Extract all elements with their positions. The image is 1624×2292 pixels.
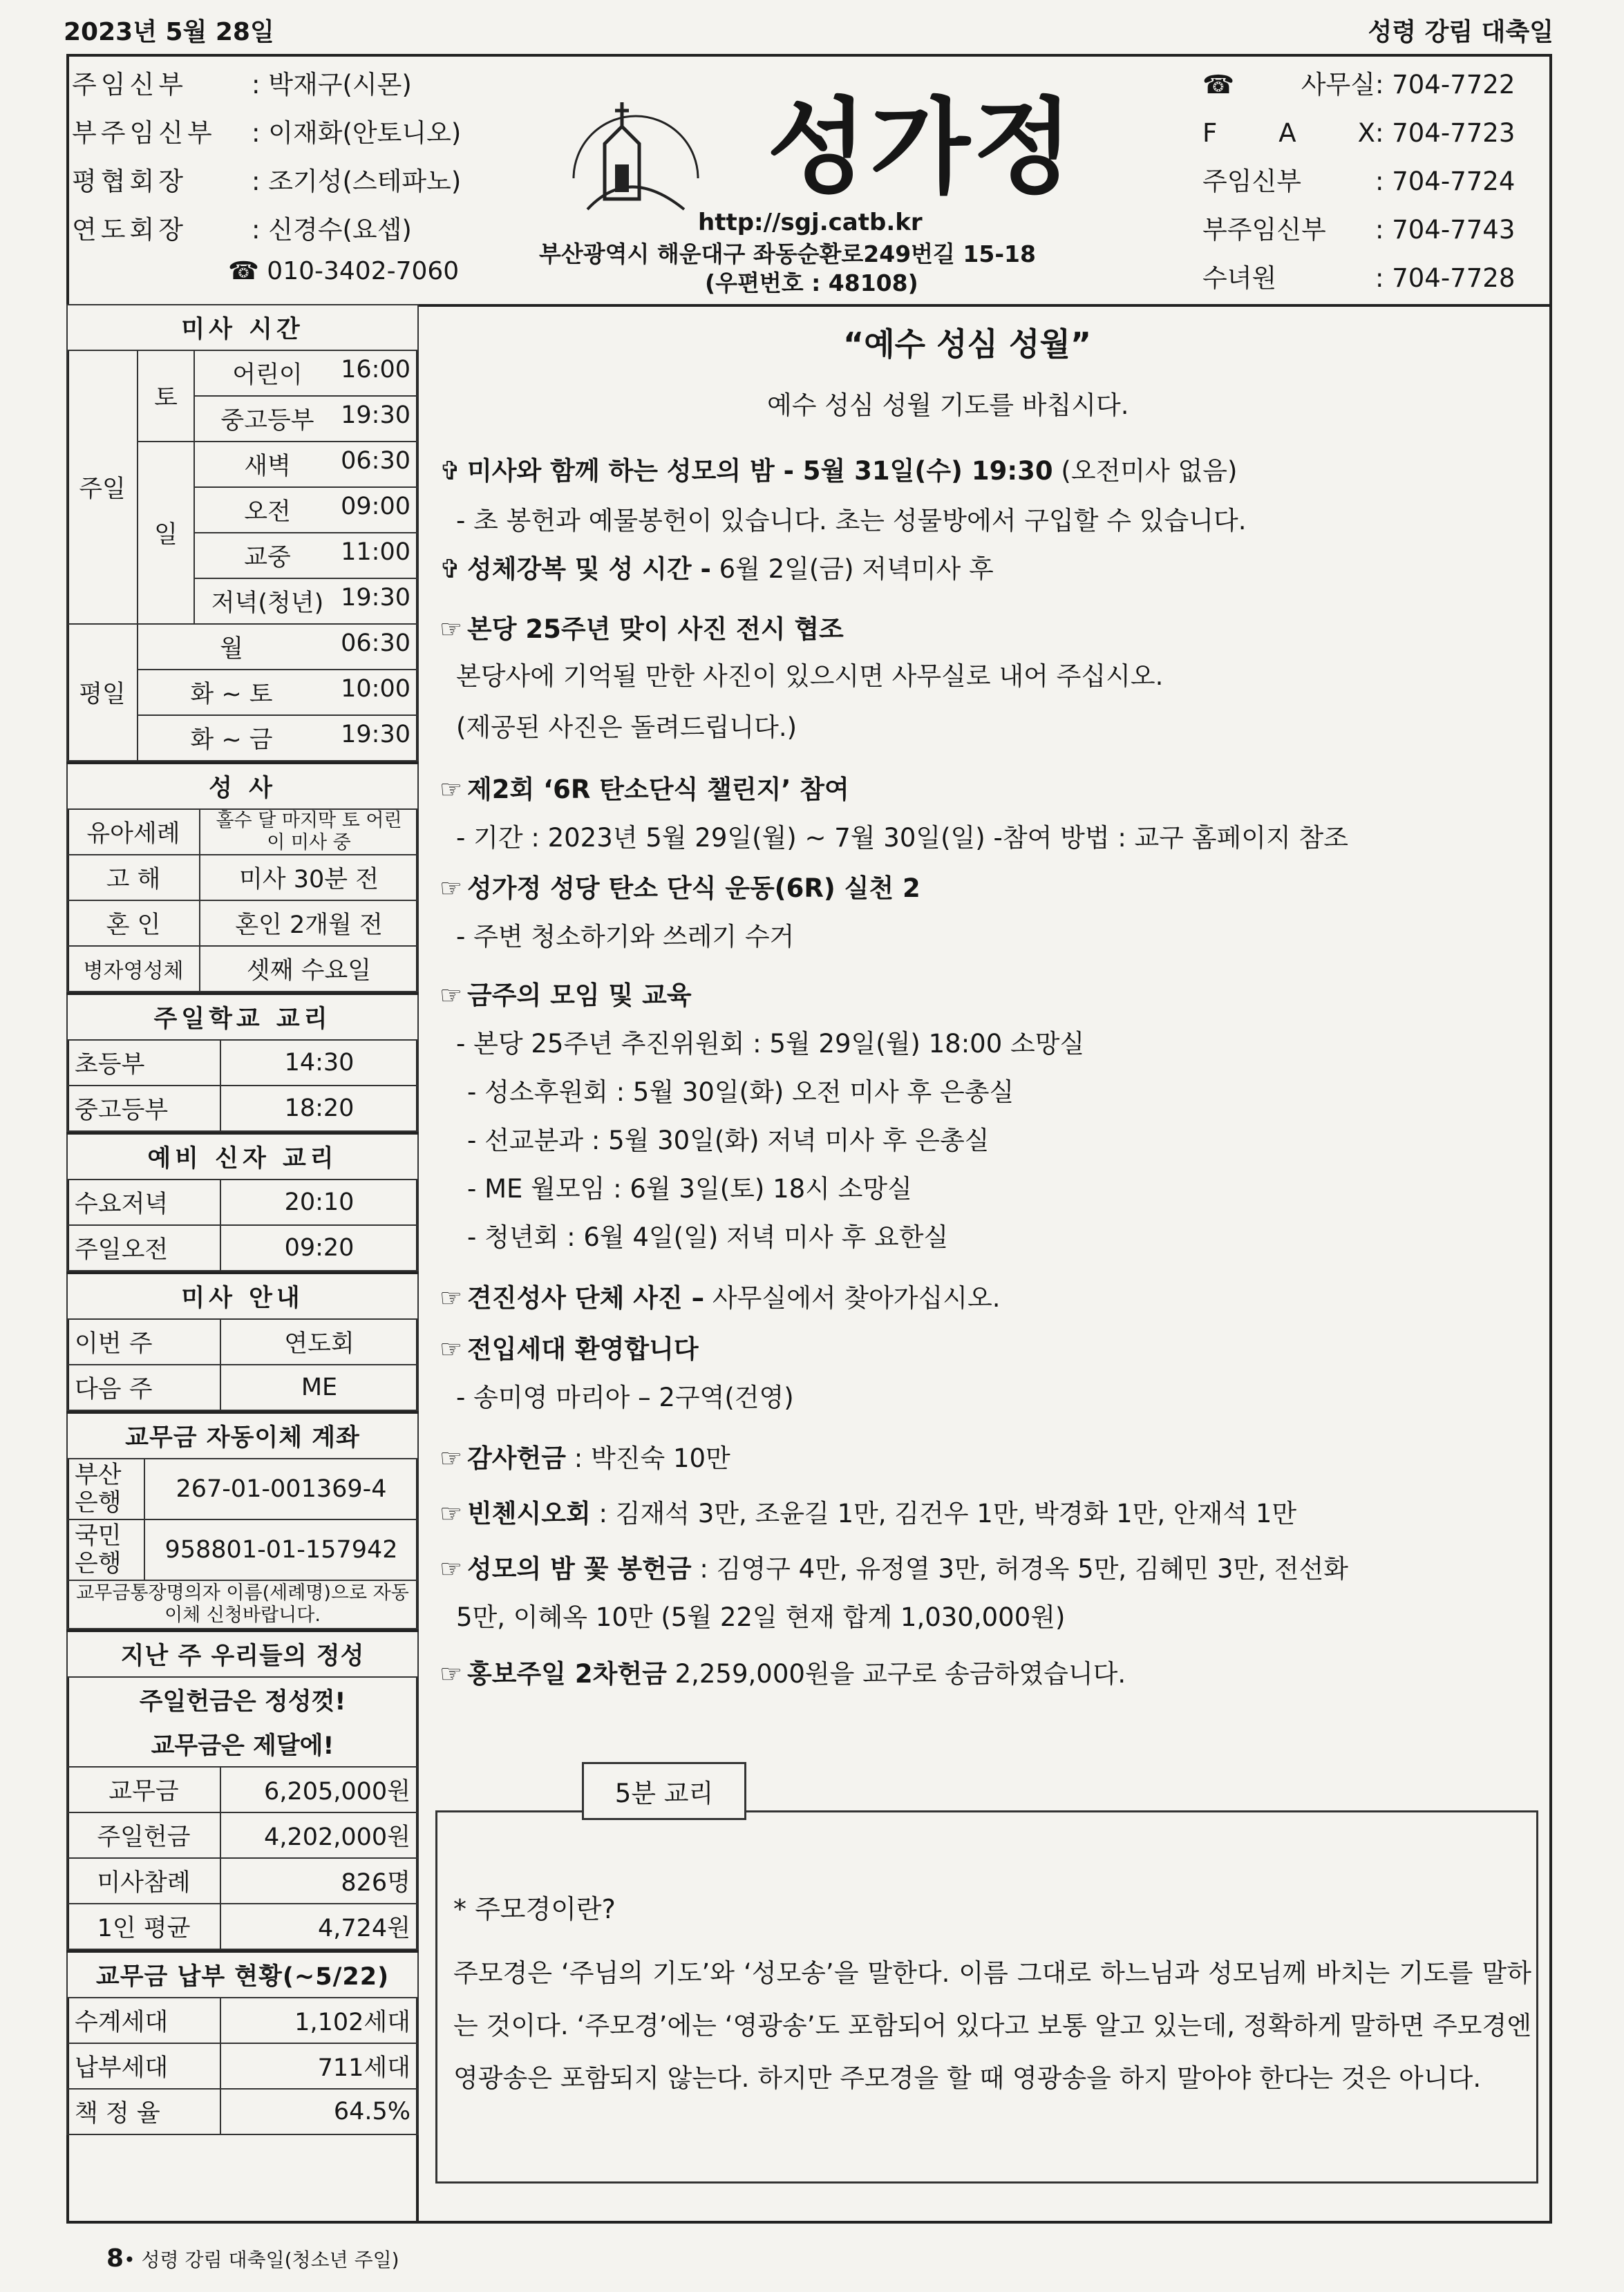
offering-label: 미사참례: [67, 1858, 220, 1904]
class-time: 18:20: [220, 1086, 418, 1131]
offering-value: 6,205,000원: [220, 1767, 418, 1812]
bullet-icon: ☞: [440, 1499, 463, 1528]
parish-url[interactable]: http://sgj.catb.kr: [698, 209, 923, 236]
parish-zip: (우편번호 : 48108): [705, 269, 918, 296]
class-name: 중고등부: [67, 1086, 220, 1131]
notice-heading: 홍보주일 2차헌금: [467, 1659, 667, 1689]
notice-detail: : 박진숙 10만: [565, 1443, 730, 1473]
sunday-school-title: 주일학교 교리: [67, 994, 418, 1040]
sun-row-4: 저녁(청년) 19:30: [194, 578, 418, 624]
notice-subitem: 본당사에 기억될 만한 사진이 있으시면 사무실로 내어 주십시오.: [456, 661, 1164, 691]
offering-title: 지난 주 우리들의 정성: [67, 1631, 418, 1677]
notice-subitem: - 송미영 마리아 – 2구역(건영): [456, 1383, 794, 1412]
notice-item: [440, 867, 920, 905]
autopay-table: [66, 1411, 419, 1629]
sat-row-1: 어린이 16:00: [194, 350, 418, 396]
notice-detail: : 김재석 3만, 조윤길 1만, 김건우 1만, 박경화 1만, 안재석 1만: [590, 1499, 1297, 1528]
bullet-icon: ☞: [440, 1443, 463, 1473]
footer-text: • 성령 강림 대축일(청소년 주일): [124, 2248, 399, 2271]
notice-subitem: - 본당 25주년 추진위원회 : 5월 29일(월) 18:00 소망실: [456, 1029, 1085, 1059]
notice-heading: 금주의 모임 및 교육: [467, 981, 692, 1010]
guide-week: 다음 주: [67, 1365, 220, 1410]
notice-heading: 성체강복 및 성 시간 -: [467, 554, 711, 584]
intro-text: 예수 성심 성월 기도를 바칩시다.: [767, 390, 1129, 420]
guide-group: ME: [220, 1365, 418, 1410]
notice-subitem: - 성소후원회 : 5월 30일(화) 오전 미사 후 은총실: [467, 1077, 1014, 1107]
notice-heading: 견진성사 단체 사진 –: [467, 1283, 705, 1313]
guide-group: 연도회: [220, 1319, 418, 1365]
class-time: 09:20: [220, 1225, 418, 1271]
bullet-icon: ☞: [440, 1554, 463, 1584]
notice-subitem: (제공된 사진은 돌려드립니다.): [456, 712, 797, 742]
notice-heading: 성가정 성당 탄소 단식 운동(6R) 실천 2: [467, 873, 920, 903]
sacrament-time: 혼인 2개월 전: [200, 900, 418, 946]
day-label: 일: [138, 442, 194, 624]
staff-role: 평협회장: [72, 167, 187, 196]
bullet-icon: ☞: [440, 873, 463, 903]
staff-role: 연도회장: [72, 215, 187, 245]
sacrament-time: 미사 30분 전: [200, 855, 418, 900]
notice-subitem: - 주변 청소하기와 쓰레기 수거: [456, 922, 795, 951]
catechumen-title: 예비 신자 교리: [67, 1133, 418, 1180]
class-name: 주일오전: [67, 1225, 220, 1271]
staff-name: : 신경수(요셉): [252, 215, 412, 245]
contact-row: [1202, 206, 1515, 254]
notice-heading: 미사와 함께 하는 성모의 밤 - 5월 31일(수) 19:30: [467, 456, 1053, 486]
bullet-icon: ☞: [440, 1659, 463, 1689]
sun-row-3: 교중 11:00: [194, 533, 418, 578]
contact-label: 주임신부: [1202, 167, 1301, 196]
sun-row-1: 새벽 06:30: [194, 442, 418, 487]
parish-address: 부산광역시 해운대구 좌동순환로249번길 15-18: [539, 240, 1036, 267]
mass-time-title: 미사 시간: [67, 305, 418, 350]
sunday-label: 주일: [67, 350, 138, 624]
dues-value: 1,102세대: [220, 1998, 418, 2043]
sacrament-name: 유아세례: [67, 809, 200, 855]
notice-heading: 본당 25주년 맞이 사진 전시 협조: [467, 614, 844, 644]
contact-row: [1202, 109, 1515, 158]
notice-heading: 전입세대 환영합니다: [467, 1334, 699, 1364]
guide-week: 이번 주: [67, 1319, 220, 1365]
sacraments-table: [66, 761, 419, 992]
notice-item: [440, 1493, 1296, 1530]
sidebar: [66, 304, 419, 2224]
class-time: 20:10: [220, 1180, 418, 1225]
notice-detail: 사무실에서 찾아가십시오.: [704, 1283, 1001, 1313]
bullet-icon: ☞: [440, 614, 463, 644]
notice-item: [440, 768, 849, 806]
page-title: “예수 성심 성월”: [843, 325, 1092, 363]
catechism-title: 5분 교리: [582, 1762, 746, 1820]
catechism-question: * 주모경이란?: [453, 1894, 616, 1924]
feast-name: 성령 강림 대축일: [1368, 18, 1554, 46]
notice-heading: 감사헌금: [467, 1443, 566, 1473]
parish-phone: ☎ 010-3402-7060: [228, 257, 460, 285]
class-name: 수요저녁: [67, 1180, 220, 1225]
notice-item: [440, 1653, 1126, 1690]
contact-number: : 704-7728: [1375, 263, 1516, 293]
bullet-icon: ✞: [440, 456, 462, 486]
notice-detail: 6월 2일(금) 저녁미사 후: [710, 554, 994, 584]
sacrament-name: 고 해: [67, 855, 200, 900]
contact-row: [1202, 61, 1515, 109]
staff-row: [72, 158, 461, 206]
bank-name: 부산 은행: [67, 1459, 144, 1519]
weekday-row-2: 화 ~ 토 10:00: [138, 670, 418, 715]
bank-name: 국민 은행: [67, 1519, 144, 1580]
contact-label: ☎ 사무실: [1202, 70, 1375, 100]
dues-value: 64.5%: [220, 2089, 418, 2134]
notice-detail: : 김영구 4만, 유정열 3만, 허경옥 5만, 김혜민 3만, 전선화: [691, 1554, 1348, 1584]
notice-subitem: - 선교분과 : 5월 30일(화) 저녁 미사 후 은총실: [467, 1126, 990, 1155]
notice-item: [440, 1548, 1348, 1585]
offering-value: 4,202,000원: [220, 1812, 418, 1858]
offering-label: 교무금: [67, 1767, 220, 1812]
dues-label: 수계세대: [67, 1998, 220, 2043]
notice-item: [440, 450, 1237, 487]
offering-table: [66, 1629, 419, 1950]
mass-guide-table: [66, 1271, 419, 1411]
sacrament-name: 병자영성체: [67, 946, 200, 992]
notice-item: [440, 548, 994, 585]
weekday-label: 평일: [67, 624, 138, 761]
sunday-school-table: [66, 992, 419, 1132]
contact-row: [1202, 158, 1515, 206]
contact-list: [1202, 61, 1515, 303]
dues-table: [66, 1950, 419, 2135]
catechism-paragraph: 주모경은 ‘주님의 기도’와 ‘성모송’을 말한다. 이름 그대로 하느님과 성모님께 바치는 기도를 말하는 것이다. ‘주모경’에는 ‘영광송’도 포함되어 있다고 보통 알고 있는데, 정확하게 말하면 주모경엔 영광송은 포함되지 않는다. 하지만 주모경을 할 때 영광송을 하지 말아야 한다는 것은 아니다.: [453, 1958, 1531, 2093]
page-footer: [106, 2244, 399, 2273]
notice-heading: 성모의 밤 꽃 봉헌금: [467, 1554, 692, 1584]
notice-item: [440, 1277, 1001, 1314]
autopay-title: 교무금 자동이체 계좌: [67, 1412, 418, 1459]
offering-value: 826명: [220, 1858, 418, 1904]
autopay-note: 교무금통장명의자 이름(세례명)으로 자동이체 신청바랍니다.: [67, 1580, 418, 1629]
contact-row: [1202, 254, 1515, 303]
staff-name: : 이재화(안토니오): [252, 118, 462, 148]
bank-account: 958801-01-157942: [144, 1519, 418, 1580]
contact-number: : 704-7722: [1375, 70, 1516, 100]
parish-brand: 성가정: [767, 88, 1076, 208]
issue-date: 2023년 5월 28일: [64, 18, 274, 46]
bullet-icon: ☞: [440, 1283, 463, 1313]
bank-account: 267-01-001369-4: [144, 1459, 418, 1519]
staff-list: [72, 61, 461, 254]
dues-title: 교무금 납부 현황(~5/22): [67, 1951, 418, 1998]
staff-row: [72, 206, 461, 254]
dues-label: 납부세대: [67, 2043, 220, 2089]
sacrament-name: 혼 인: [67, 900, 200, 946]
weekday-row-3: 화 ~ 금 19:30: [138, 715, 418, 761]
contact-label: 수녀원: [1202, 263, 1277, 293]
notice-detail: (오전미사 없음): [1052, 456, 1238, 486]
notice-heading: 제2회 ‘6R 탄소단식 챌린지’ 참여: [467, 775, 849, 804]
staff-name: : 조기성(스테파노): [252, 167, 462, 196]
sacrament-time: 홀수 달 마지막 토 어린이 미사 중: [200, 809, 418, 855]
bullet-icon: ☞: [440, 981, 463, 1010]
notice-detail: 2,259,000원을 교구로 송금하였습니다.: [666, 1659, 1126, 1689]
catechumen-table: [66, 1132, 419, 1271]
staff-role: 주임신부: [72, 70, 187, 100]
sat-row-2: 중고등부 19:30: [194, 396, 418, 442]
offering-value: 4,724원: [220, 1904, 418, 1949]
staff-row: [72, 61, 461, 109]
bullet-icon: ✞: [440, 554, 462, 584]
mass-guide-title: 미사 안내: [67, 1273, 418, 1319]
offering-label: 주일헌금: [67, 1812, 220, 1858]
class-time: 14:30: [220, 1040, 418, 1086]
bullet-icon: ☞: [440, 1334, 463, 1364]
notice-item: [440, 608, 844, 645]
sacraments-title: 성 사: [67, 763, 418, 809]
offering-slogan-2: 교무금은 제달에!: [67, 1722, 418, 1767]
offering-slogan-1: 주일헌금은 정성껏!: [67, 1677, 418, 1722]
dues-value: 711세대: [220, 2043, 418, 2089]
offering-label: 1인 평균: [67, 1904, 220, 1949]
notice-subitem: - 초 봉헌과 예물봉헌이 있습니다. 초는 성물방에서 구입할 수 있습니다.: [456, 506, 1247, 536]
notice-subitem: 5만, 이혜옥 10만 (5월 22일 현재 합계 1,030,000원): [456, 1602, 1066, 1632]
church-logo: [546, 61, 719, 234]
notice-subitem: - 청년회 : 6월 4일(일) 저녁 미사 후 요한실: [467, 1222, 949, 1252]
bullet-icon: ☞: [440, 775, 463, 804]
contact-number: : 704-7743: [1375, 215, 1516, 245]
notice-item: [440, 1328, 699, 1365]
notice-subitem: - ME 월모임 : 6월 3일(토) 18시 소망실: [467, 1174, 912, 1204]
contact-label: F A X: [1202, 118, 1375, 148]
sacrament-time: 셋째 수요일: [200, 946, 418, 992]
staff-row: [72, 109, 461, 158]
notice-item: [440, 1437, 730, 1475]
page-number: 8: [106, 2244, 124, 2273]
contact-number: : 704-7724: [1375, 167, 1516, 196]
class-name: 초등부: [67, 1040, 220, 1086]
contact-number: : 704-7723: [1375, 118, 1516, 148]
notice-item: [440, 974, 692, 1012]
staff-role: 부주임신부: [72, 118, 216, 148]
saturday-label: 토: [138, 350, 194, 442]
dues-label: 책 정 율: [67, 2089, 220, 2134]
contact-label: 부주임신부: [1202, 215, 1326, 245]
sidebar-table: [66, 304, 419, 761]
staff-name: : 박재구(시몬): [252, 70, 412, 100]
notice-heading: 빈첸시오회: [467, 1499, 591, 1528]
notice-subitem: - 기간 : 2023년 5월 29일(월) ~ 7월 30일(일) -참여 방법 : 교구 홈페이지 참조: [456, 823, 1349, 853]
sun-row-2: 오전 09:00: [194, 487, 418, 533]
weekday-row-1: 월 06:30: [138, 624, 418, 670]
